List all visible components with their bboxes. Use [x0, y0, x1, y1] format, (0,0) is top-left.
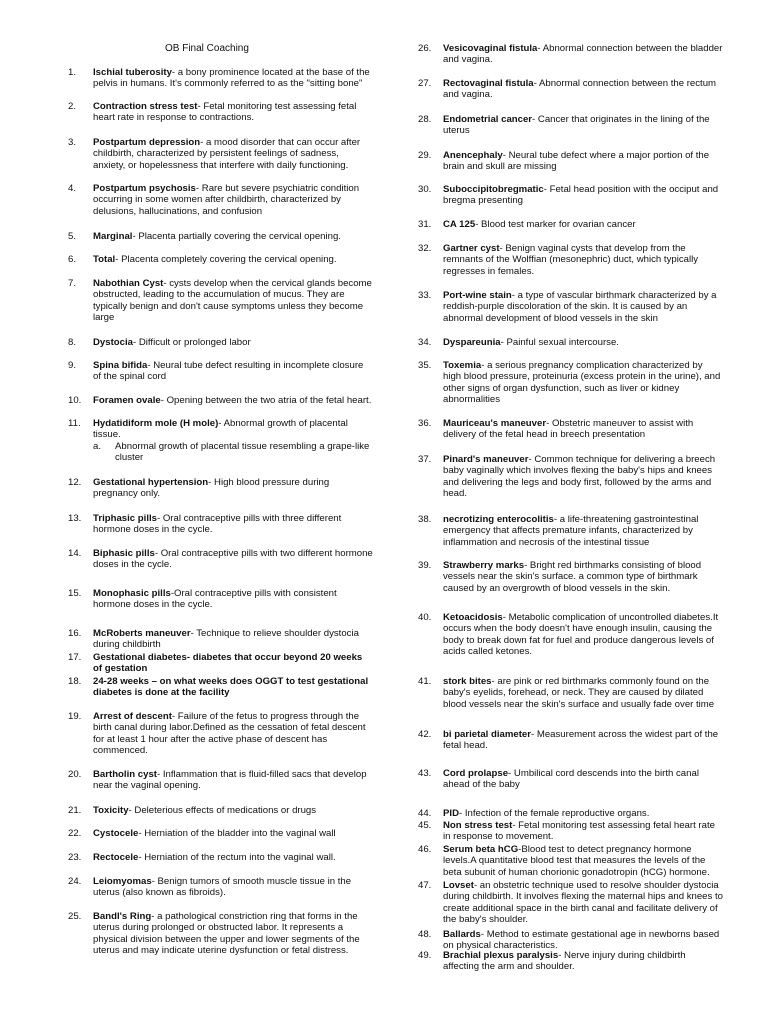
item-body	[93, 628, 373, 651]
item-body	[443, 820, 723, 843]
item-definition: - Abnormal growth of placental tissue.	[93, 418, 348, 441]
item-number: 33.	[418, 290, 432, 301]
item-number: 41.	[418, 676, 432, 687]
list-item	[418, 114, 723, 137]
item-number: 24.	[68, 876, 82, 887]
item-number: 38.	[418, 514, 432, 525]
item-body	[93, 769, 373, 792]
item-number: 4.	[68, 183, 77, 194]
item-term: Rectovaginal fistula	[443, 78, 534, 89]
item-number: 18.	[68, 676, 82, 687]
list-item	[68, 418, 373, 464]
item-definition: - Abnormal connection between the rectum and vagina.	[443, 78, 717, 101]
item-body	[443, 929, 723, 952]
list-item	[418, 454, 723, 500]
item-term: Suboccipitobregmatic	[443, 184, 544, 195]
item-term: Rectocele	[93, 852, 139, 863]
list-item	[418, 243, 723, 277]
item-number: 30.	[418, 184, 432, 195]
list-item	[68, 513, 373, 536]
item-term: Ballards	[443, 929, 481, 940]
item-number: 46.	[418, 844, 432, 855]
item-term: Vesicovaginal fistula	[443, 43, 538, 54]
item-number: 26.	[418, 43, 432, 54]
item-body	[443, 808, 723, 819]
item-definition: - Abnormal connection between the bladder and vagina.	[443, 43, 723, 66]
list-item	[68, 852, 373, 863]
item-number: 23.	[68, 852, 82, 863]
list-item	[418, 360, 723, 406]
item-term: Hydatidiform mole (H mole)	[93, 418, 219, 429]
item-term: Cord prolapse	[443, 768, 509, 779]
item-definition: - Placenta partially covering the cervical opening.	[132, 231, 341, 242]
item-body	[93, 101, 373, 124]
item-term: Endometrial cancer	[443, 114, 533, 125]
item-definition: - High blood pressure during pregnancy only.	[93, 477, 330, 500]
item-definition: - Placenta completely covering the cervical opening.	[115, 254, 337, 265]
item-term: Cystocele	[93, 828, 139, 839]
item-definition: - Bright red birthmarks consisting of blood vessels near the skin's surface. a common type of birthmark caused by an overgrowth of blood vessels in the skin.	[443, 560, 702, 594]
list-item	[68, 231, 373, 242]
item-body	[443, 114, 723, 137]
item-term: Mauriceau's maneuver	[443, 418, 547, 429]
item-body	[443, 219, 723, 230]
item-term: Toxicity	[93, 805, 129, 816]
list-item	[68, 805, 373, 816]
list-item	[68, 137, 373, 171]
item-number: 19.	[68, 711, 82, 722]
list-item	[418, 337, 723, 348]
item-term: Gestational diabetes- diabetes that occur beyond 20 weeks of gestation	[93, 652, 363, 675]
item-definition: - Fetal head position with the occiput and bregma presenting	[443, 184, 719, 207]
item-number: 3.	[68, 137, 77, 148]
list-item	[418, 150, 723, 173]
item-body	[93, 548, 373, 571]
item-term: Spina bifida	[93, 360, 148, 371]
item-term: Lovset	[443, 880, 474, 891]
item-definition: - a serious pregnancy complication characterized by high blood pressure, proteinuria (excess protein in the urine), and other signs of organ dysfunction, such as liver or kidney abnormalities	[443, 360, 721, 406]
item-body	[443, 454, 723, 500]
item-number: 22.	[68, 828, 82, 839]
item-definition: - a bony prominence located at the base of the pelvis in humans. It's commonly referred to as the "sitting bone"	[93, 67, 370, 90]
sub-item	[93, 441, 373, 464]
item-body	[93, 360, 373, 383]
item-term: Gartner cyst	[443, 243, 500, 254]
list-item	[418, 43, 723, 66]
item-body	[443, 360, 723, 406]
item-body	[93, 418, 373, 441]
item-body	[443, 184, 723, 207]
item-body	[443, 243, 723, 277]
list-item	[418, 612, 723, 658]
item-number: 36.	[418, 418, 432, 429]
item-term: Leiomyomas	[93, 876, 152, 887]
item-term: CA 125	[443, 219, 476, 230]
list-item	[418, 184, 723, 207]
item-body	[443, 43, 723, 66]
item-term: Total	[93, 254, 116, 265]
item-number: 1.	[68, 67, 77, 78]
list-item	[418, 808, 723, 819]
item-definition: - Neural tube defect where a major portion of the brain and skull are missing	[443, 150, 710, 173]
item-definition: - Benign vaginal cysts that develop from the remnants of the Wolffian (mesonephric) duct, which typically regresses in females.	[443, 243, 699, 277]
item-number: 8.	[68, 337, 77, 348]
item-number: 21.	[68, 805, 82, 816]
item-term: Ischial tuberosity	[93, 67, 172, 78]
item-number: 7.	[68, 278, 77, 289]
item-definition: - Technique to relieve shoulder dystocia during childbirth	[93, 628, 359, 651]
item-body	[93, 395, 373, 406]
item-body	[443, 78, 723, 101]
item-definition: - Measurement across the widest part of the fetal head.	[443, 729, 719, 752]
list-item	[418, 729, 723, 752]
item-definition: - Blood test marker for ovarian cancer	[475, 219, 636, 230]
item-body	[93, 652, 373, 675]
list-item	[68, 337, 373, 348]
item-body	[443, 418, 723, 441]
item-definition: - Common technique for delivering a breech baby vaginally which involves flexing the baby's hips and knees and delivering the legs and body first, followed by the arms and head.	[443, 454, 716, 500]
item-number: 13.	[68, 513, 82, 524]
item-body	[443, 676, 723, 710]
item-body	[93, 876, 373, 899]
item-body	[443, 768, 723, 791]
item-number: 5.	[68, 231, 77, 242]
item-term: Foramen ovale	[93, 395, 161, 406]
item-definition: - Benign tumors of smooth muscle tissue in the uterus (also known as fibroids).	[93, 876, 352, 899]
list-item	[418, 78, 723, 101]
item-body	[93, 513, 373, 536]
item-number: 45.	[418, 820, 432, 831]
item-term: Brachial plexus paralysis	[443, 950, 559, 961]
item-term: Serum beta hCG	[443, 844, 519, 855]
item-term: necrotizing enterocolitis	[443, 514, 554, 525]
list-item	[68, 769, 373, 792]
item-number: 11.	[68, 418, 81, 429]
item-number: 32.	[418, 243, 432, 254]
item-definition: - Neural tube defect resulting in incomplete closure of the spinal cord	[93, 360, 364, 383]
item-number: 44.	[418, 808, 432, 819]
item-body	[443, 612, 723, 658]
item-definition: -Oral contraceptive pills with consistent hormone doses in the cycle.	[93, 588, 337, 611]
item-term: Postpartum psychosis	[93, 183, 196, 194]
item-number: 28.	[418, 114, 432, 125]
item-number: 27.	[418, 78, 432, 89]
list-item	[68, 360, 373, 383]
item-number: 34.	[418, 337, 432, 348]
item-definition: - Obstetric maneuver to assist with delivery of the fetal head in breech presentation	[443, 418, 694, 441]
item-term: stork bites	[443, 676, 492, 687]
list-item	[68, 278, 373, 324]
item-body	[443, 514, 723, 548]
list-item	[68, 711, 373, 757]
item-number: 25.	[68, 911, 82, 922]
item-definition: - Herniation of the bladder into the vaginal wall	[138, 828, 336, 839]
item-body	[93, 183, 373, 217]
item-number: 14.	[68, 548, 82, 559]
item-definition: - Cancer that originates in the lining of the uterus	[443, 114, 710, 137]
item-term: Postpartum depression	[93, 137, 201, 148]
item-term: Gestational hypertension	[93, 477, 209, 488]
item-number: 39.	[418, 560, 432, 571]
item-body	[443, 560, 723, 594]
item-number: 2.	[68, 101, 77, 112]
item-definition: - Difficult or prolonged labor	[133, 337, 251, 348]
item-body	[443, 729, 723, 752]
item-body	[93, 911, 373, 957]
list-item	[418, 844, 723, 878]
item-number: 43.	[418, 768, 432, 779]
item-term: Bandl's Ring	[93, 911, 152, 922]
item-body	[443, 150, 723, 173]
list-item	[68, 254, 373, 265]
list-item	[418, 929, 723, 952]
item-number: 12.	[68, 477, 82, 488]
item-body	[93, 852, 373, 863]
list-item	[68, 676, 373, 699]
item-body	[443, 290, 723, 324]
item-term: Anencephaly	[443, 150, 503, 161]
item-number: 29.	[418, 150, 432, 161]
item-body	[93, 588, 373, 611]
list-item	[418, 290, 723, 324]
item-term: 24-28 weeks – on what weeks does OGGT to test gestational diabetes is done at the facility	[93, 676, 369, 699]
item-term: Strawberry marks	[443, 560, 525, 571]
item-definition: - are pink or red birthmarks commonly found on the baby's eyelids, forehead, or neck. They are caused by dilated blood vessels near the skin's surface and usually fade over time	[443, 676, 715, 710]
item-body	[93, 254, 373, 265]
list-item	[68, 828, 373, 839]
list-item	[68, 67, 373, 90]
item-number: 49.	[418, 950, 432, 961]
page-title: OB Final Coaching	[165, 43, 249, 54]
item-body	[93, 711, 373, 757]
item-definition: - a mood disorder that can occur after childbirth, characterized by persistent feelings of sadness, anxiety, or hopelessness that interfere with daily functioning.	[93, 137, 361, 171]
item-term: Nabothian Cyst	[93, 278, 164, 289]
item-body	[93, 828, 373, 839]
item-definition: - Nerve injury during childbirth affecting the arm and shoulder.	[443, 950, 686, 973]
item-definition: - Oral contraceptive pills with two different hormone doses in the cycle.	[93, 548, 373, 571]
item-definition: - Rare but severe psychiatric condition occurring in some women after childbirth, characterized by delusions, hallucinations, and confusion	[93, 183, 360, 217]
item-definition: - Oral contraceptive pills with three different hormone doses in the cycle.	[93, 513, 342, 536]
item-body	[93, 805, 373, 816]
item-body	[93, 137, 373, 171]
item-body	[93, 477, 373, 500]
item-body	[93, 67, 373, 90]
list-item	[418, 560, 723, 594]
list-item	[68, 876, 373, 899]
item-term: Non stress test	[443, 820, 513, 831]
item-number: 47.	[418, 880, 432, 891]
list-item	[418, 676, 723, 710]
item-body	[93, 231, 373, 242]
item-number: 16.	[68, 628, 82, 639]
item-body	[93, 676, 373, 699]
item-number: 6.	[68, 254, 77, 265]
item-term: McRoberts maneuver	[93, 628, 191, 639]
item-number: 9.	[68, 360, 77, 371]
item-definition: - a type of vascular birthmark characterized by a reddish-purple discoloration of the skin. It is caused by an abnormal development of blood vessels in the skin	[443, 290, 717, 324]
item-number: 48.	[418, 929, 432, 940]
item-definition: - Painful sexual intercourse.	[500, 337, 619, 348]
item-term: Dystocia	[93, 337, 133, 348]
item-number: 31.	[418, 219, 432, 230]
list-item	[418, 950, 723, 973]
item-number: 10.	[68, 395, 82, 406]
list-item	[418, 880, 723, 926]
item-term: bi parietal diameter	[443, 729, 531, 740]
sub-item-marker: a.	[93, 440, 102, 452]
item-body	[443, 844, 723, 878]
list-item	[418, 514, 723, 548]
item-definition: - Opening between the two atria of the fetal heart.	[160, 395, 372, 406]
item-definition: - a pathological constriction ring that forms in the uterus during prolonged or obstructed labor. It represents a physical division between the upper and lower segments of the uterus and may indicate uterine dysfunction or fetal distress.	[93, 911, 360, 957]
item-term: Dyspareunia	[443, 337, 501, 348]
item-definition: -Blood test to detect pregnancy hormone levels.A quantitative blood test that measures the levels of the beta subunit of human chorionic gonadotropin (hCG) hormone.	[443, 844, 710, 878]
item-number: 20.	[68, 769, 82, 780]
list-item	[68, 911, 373, 957]
item-term: Bartholin cyst	[93, 769, 157, 780]
item-definition: - Deleterious effects of medications or drugs	[128, 805, 317, 816]
item-definition: - Inflammation that is fluid-filled sacs that develop near the vaginal opening.	[93, 769, 367, 792]
item-definition: - Fetal monitoring test assessing fetal heart rate in response to contractions.	[93, 101, 357, 124]
item-body	[93, 278, 373, 324]
item-term: Ketoacidosis	[443, 612, 503, 623]
item-term: Toxemia	[443, 360, 482, 371]
item-number: 42.	[418, 729, 432, 740]
item-term: Monophasic pills	[93, 588, 171, 599]
item-term: Contraction stress test	[93, 101, 198, 112]
list-item	[68, 628, 373, 651]
list-item	[418, 768, 723, 791]
item-body	[93, 337, 373, 348]
item-body	[443, 880, 723, 926]
list-item	[68, 652, 373, 675]
item-definition: - Fetal monitoring test assessing fetal heart rate in response to movement.	[443, 820, 715, 843]
item-term: Triphasic pills	[93, 513, 157, 524]
list-item	[68, 588, 373, 611]
item-term: Pinard's maneuver	[443, 454, 529, 465]
list-item	[68, 183, 373, 217]
item-definition: - Infection of the female reproductive organs.	[459, 808, 650, 819]
item-term: Marginal	[93, 231, 133, 242]
item-number: 40.	[418, 612, 432, 623]
item-definition: - Metabolic complication of uncontrolled diabetes.It occurs when the body doesn't have enough insulin, causing the body to break down fat for fuel and produce dangerous levels of acids called ketones.	[443, 612, 719, 658]
item-number: 37.	[418, 454, 432, 465]
item-definition: - cysts develop when the cervical glands become obstructed, leading to the accumulation of mucus. They are typically benign and don't cause symptoms unless they become large	[93, 278, 372, 324]
list-item	[68, 548, 373, 571]
item-term: Biphasic pills	[93, 548, 155, 559]
list-item	[418, 219, 723, 230]
item-number: 15.	[68, 588, 82, 599]
list-item	[68, 477, 373, 500]
list-item	[68, 101, 373, 124]
item-term: Port-wine stain	[443, 290, 512, 301]
list-item	[418, 418, 723, 441]
item-term: Arrest of descent	[93, 711, 172, 722]
item-definition: - Herniation of the rectum into the vaginal wall.	[138, 852, 336, 863]
item-number: 35.	[418, 360, 432, 371]
item-definition: - Failure of the fetus to progress through the birth canal during labor.Defined as the cessation of fetal descent for at least 1 hour after the active phase of descent has commenced.	[93, 711, 366, 757]
item-definition: - a life-threatening gastrointestinal emergency that affects premature infants, characterized by inflammation and necrosis of the intestinal tissue	[443, 514, 699, 548]
list-item	[418, 820, 723, 843]
item-body	[443, 337, 723, 348]
list-item	[68, 395, 373, 406]
item-number: 17.	[68, 652, 82, 663]
sub-item-text: Abnormal growth of placental tissue resembling a grape-like cluster	[115, 440, 370, 464]
item-definition: - Umbilical cord descends into the birth canal ahead of the baby	[443, 768, 699, 791]
item-term: PID	[443, 808, 459, 819]
item-definition: - an obstetric technique used to resolve shoulder dystocia during childbirth. It involves flexing the maternal hips and knees to create additional space in the birth canal and facilitate delivery of the baby's shoulder.	[443, 880, 723, 926]
item-body	[443, 950, 723, 973]
item-definition: - Method to estimate gestational age in newborns based on physical characteristics.	[443, 929, 720, 952]
